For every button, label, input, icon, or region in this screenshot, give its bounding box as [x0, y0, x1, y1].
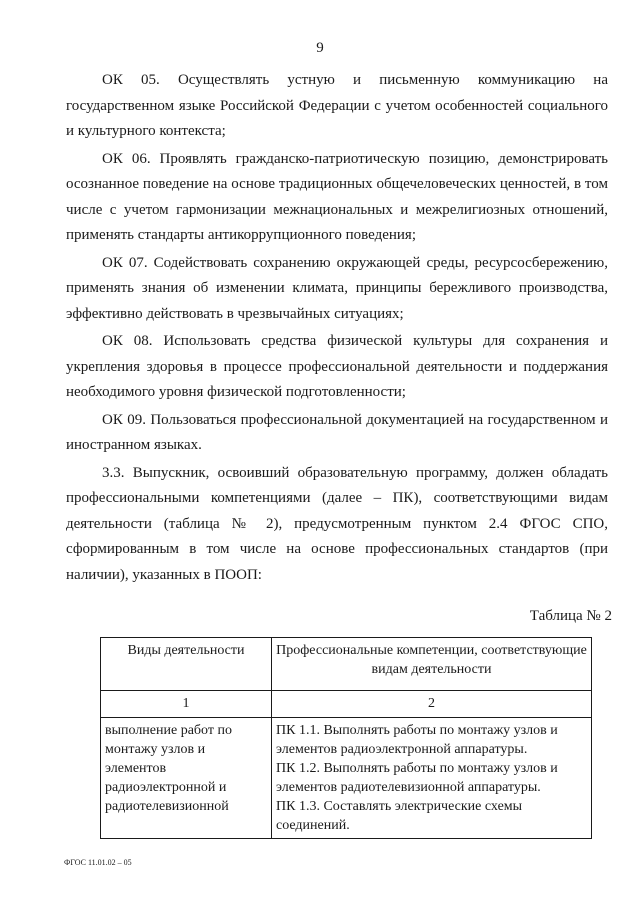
table-number-row [101, 691, 592, 718]
paragraph-3-3: 3.3. Выпускник, освоивший образовательную программу, должен обладать профессиональными компетенциями (далее – ПК), соответствующими видам деятельности (таблица № 2), предусмотренным пунктом 2.4 ФГОС СПО, сформированным в том числе на основе профессиональных стандартов (при наличии), указанных в ПООП: [66, 464, 608, 583]
competency-pk-1-3: ПК 1.3. Составлять электрические схемы соединений. [276, 799, 523, 833]
paragraph-ok08: ОК 08. Использовать средства физической культуры для сохранения и укрепления здоровья в процессе профессиональной деятельности и поддержания необходимого уровня физической подготовленности; [66, 333, 608, 400]
column-number-1: 1 [101, 691, 272, 718]
competencies-table [100, 637, 592, 839]
paragraph-ok09: ОК 09. Пользоваться профессиональной документацией на государственном и иностранном языках. [66, 411, 608, 453]
table-header-row [101, 638, 592, 691]
column-number-2: 2 [272, 691, 592, 718]
page-number: 9 [316, 40, 324, 56]
table-caption: Таблица № 2 [529, 608, 612, 624]
table-row [101, 718, 592, 839]
footer-code: ФГОС 11.01.02 – 05 [64, 858, 132, 867]
paragraph-ok07: ОК 07. Содействовать сохранению окружающей среды, ресурсосбережению, применять знания об изменении климата, принципы бережливого производства, эффективно действовать в чрезвычайных ситуациях; [66, 254, 608, 322]
competencies-cell [272, 718, 592, 839]
header-activities: Виды деятельности [101, 638, 272, 691]
body-text [66, 68, 608, 590]
competency-pk-1-1: ПК 1.1. Выполнять работы по монтажу узлов и элементов радиоэлектронной аппаратуры. [276, 723, 558, 757]
paragraph-ok05: ОК 05. Осуществлять устную и письменную коммуникацию на государственном языке Российской Федерации с учетом особенностей социального и культурного контекста; [66, 72, 608, 139]
header-competencies: Профессиональные компетенции, соответствующие видам деятельности [272, 638, 592, 691]
activity-cell: выполнение работ по монтажу узлов и элементов радиоэлектронной и радиотелевизионной [101, 718, 272, 839]
competency-pk-1-2: ПК 1.2. Выполнять работы по монтажу узлов и элементов радиотелевизионной аппаратуры. [276, 761, 558, 795]
paragraph-ok06: ОК 06. Проявлять гражданско-патриотическую позицию, демонстрировать осознанное поведение на основе традиционных общечеловеческих ценностей, в том числе с учетом гармонизации межнациональных и межрелигиозных отношений, применять стандарты антикоррупционного поведения; [66, 150, 608, 243]
